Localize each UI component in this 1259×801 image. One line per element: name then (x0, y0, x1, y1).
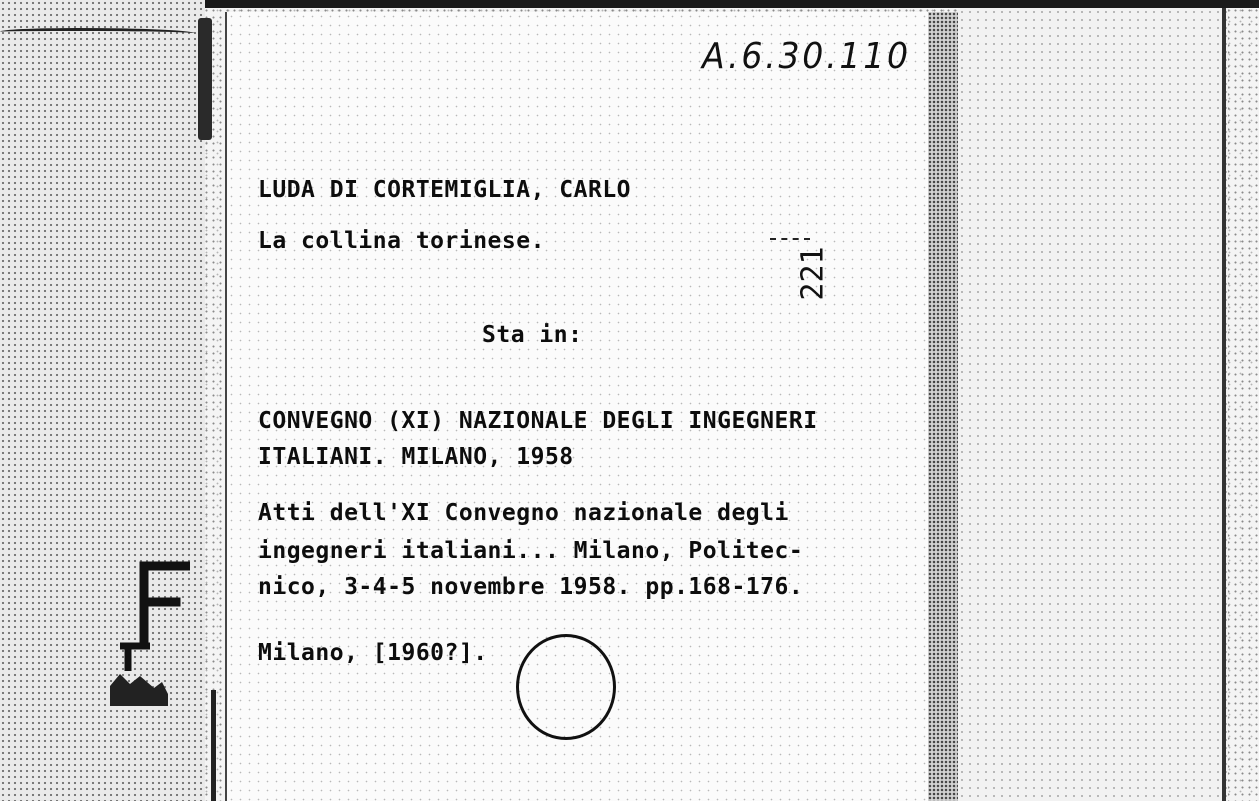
author-heading: LUDA DI CORTEMIGLIA, CARLO (258, 177, 632, 203)
vertical-stamp-number: 221 (795, 246, 831, 301)
left-divider-line (211, 690, 216, 801)
left-card-edge-line (0, 28, 195, 37)
host-entry-line-1: CONVEGNO (XI) NAZIONALE DEGLI INGEGNERI (258, 408, 818, 434)
circle-stamp-icon (516, 634, 616, 740)
atti-line-3: nico, 3-4-5 novembre 1958. pp.168-176. (258, 574, 804, 600)
letter-f-tab-icon (110, 556, 190, 706)
catalog-card-right-edge (928, 12, 958, 801)
sta-in-label: Sta in: (482, 322, 583, 348)
host-entry-line-2: ITALIANI. MILANO, 1958 (258, 444, 574, 470)
left-divider-bar (198, 18, 212, 140)
imprint-line: Milano, [1960?]. (258, 640, 488, 666)
work-title: La collina torinese. (258, 228, 545, 254)
right-divider-line (1222, 8, 1226, 801)
right-neighbor-card (958, 8, 1228, 801)
handwritten-shelfmark: A.6.30.110 (702, 36, 911, 77)
atti-line-2: ingegneri italiani... Milano, Politec- (258, 538, 804, 564)
atti-line-1: Atti dell'XI Convegno nazionale degli (258, 500, 789, 526)
